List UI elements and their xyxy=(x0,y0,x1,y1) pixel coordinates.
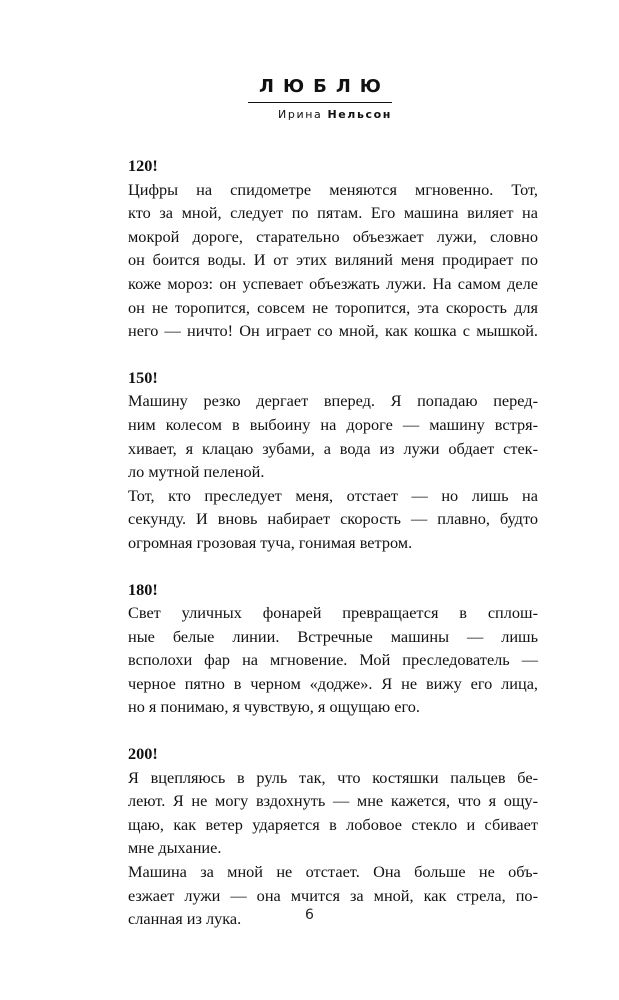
text-line: мне дыхание. xyxy=(128,838,222,858)
text-line: щаю, как ветер ударяется в лобовое стекло и сбивает xyxy=(128,814,538,834)
text-line: коже мороз: он успевает объезжать лужи. На самом деле xyxy=(128,273,538,293)
section-200 xyxy=(128,742,538,931)
text-line: Тот, кто преследует меня, отстает — но лишь на xyxy=(128,485,538,505)
text-line: хивает, я клацаю зубами, а вода из лужи обдает стек- xyxy=(128,438,538,458)
speed-heading: 120! xyxy=(128,156,158,175)
text-line: черное пятно в черном «додже». Я не вижу его лица, xyxy=(128,673,538,693)
text-line: секунду. И вновь набирает скорость — плавно, будто xyxy=(128,509,538,529)
section-180 xyxy=(128,578,538,720)
text-line: ним колесом в выбоину на дороге — машину встря- xyxy=(128,414,538,434)
header-rule xyxy=(248,102,392,103)
text-line: Свет уличных фонарей превращается в сплош- xyxy=(128,603,538,623)
text-line: он не торопится, совсем не торопится, эта скорость для xyxy=(128,297,538,317)
author-first-name: Ирина xyxy=(278,108,323,121)
text-line: сланная из лука. xyxy=(128,909,242,929)
author-name xyxy=(248,108,392,121)
section-150 xyxy=(128,366,538,555)
text-line: ные белые линии. Встречные машины — лишь xyxy=(128,626,538,646)
text-line: он боится воды. И от этих виляний меня продирает по xyxy=(128,250,538,270)
author-last-name: Нельсон xyxy=(327,108,392,121)
text-line: леют. Я не могу вздохнуть — мне кажется, что я ощу- xyxy=(128,791,538,811)
speed-heading: 200! xyxy=(128,744,158,764)
text-line: ло мутной пеленой. xyxy=(128,462,265,482)
body-text xyxy=(128,154,538,931)
text-line: езжает лужи — она мчится за мной, как стрела, по- xyxy=(128,885,538,905)
text-line: Я вцепляюсь в руль так, что костяшки пальцев бе- xyxy=(128,767,538,787)
book-title: ЛЮБЛЮ xyxy=(259,76,390,97)
text-line: огромная грозовая туча, гонимая ветром. xyxy=(128,532,413,552)
text-line: Машину резко дергает вперед. Я попадаю перед- xyxy=(128,391,538,411)
text-line: но я понимаю, я чувствую, я ощущаю его. xyxy=(128,697,420,717)
text-line: кто за мной, следует по пятам. Его машина виляет на xyxy=(128,203,538,223)
speed-heading: 150! xyxy=(128,367,158,387)
text-line: Машина за мной не отстает. Она больше не объ- xyxy=(128,862,538,882)
text-line: него — ничто! Он играет со мной, как кошка с мышкой. xyxy=(128,321,538,341)
speed-heading: 180! xyxy=(128,579,158,599)
text-line: всполохи фар на мгновение. Мой преследователь — xyxy=(128,650,538,670)
page-number: 6 xyxy=(305,907,314,923)
text-line: мокрой дороге, старательно объезжает лужи, словно xyxy=(128,226,538,246)
section-120 xyxy=(128,154,538,343)
running-header xyxy=(248,74,392,121)
text-line: Цифры на спидометре меняются мгновенно. Тот, xyxy=(128,179,538,199)
